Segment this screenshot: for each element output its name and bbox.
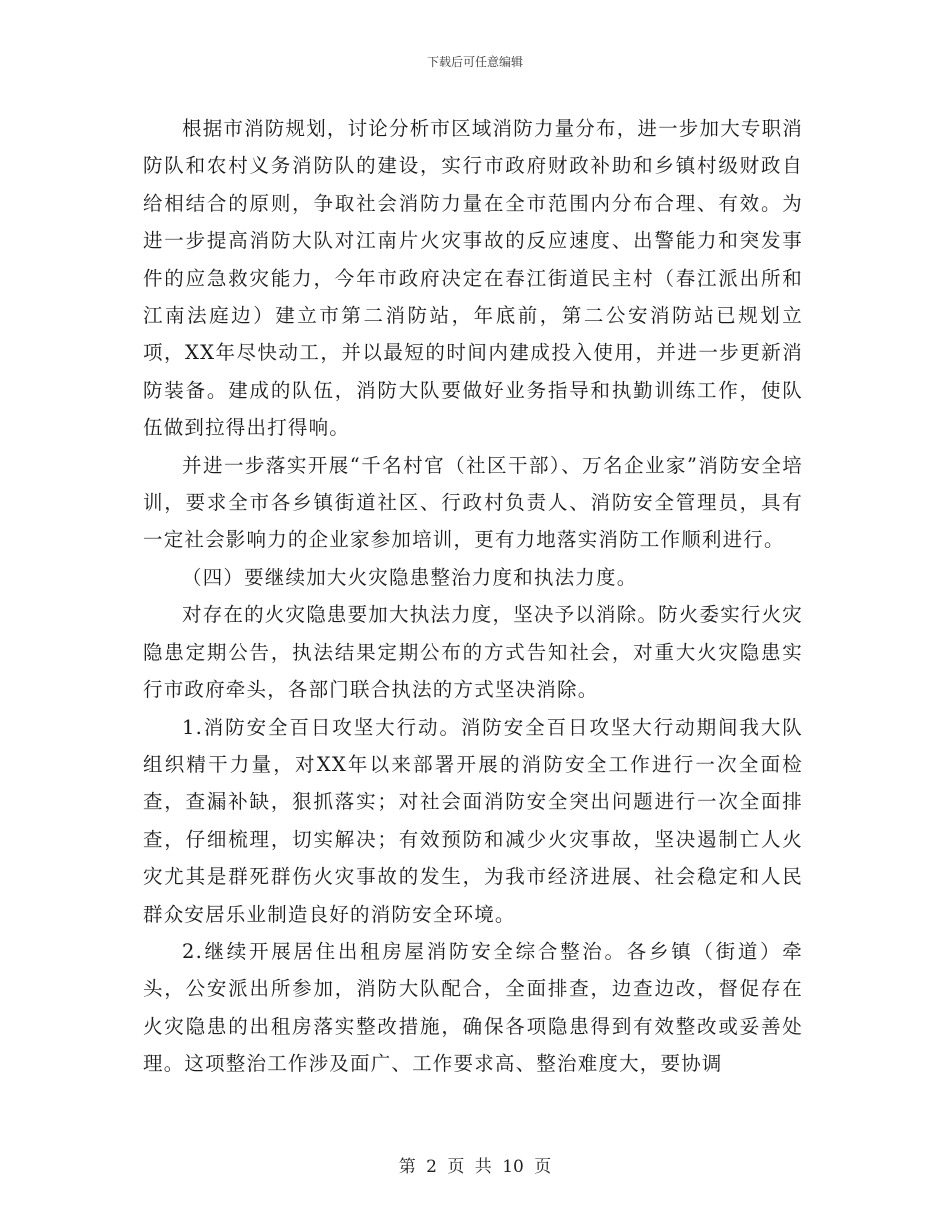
paragraph-item-1: 1.消防安全百日攻坚大行动。消防安全百日攻坚大行动期间我大队组织精干力量，对XX年以来部署开展的消防安全工作进行一次全面检查，查漏补缺，狠抓落实；对社会面消防安全突出问题进行一次全面排查，仔细梳理，切实解决；有效预防和减少火灾事故，坚决遏制亡人火灾尤其是群死群伤火灾事故的发生，为我市经济进展、社会稳定和人民群众安居乐业制造良好的消防安全环境。 <box>143 715 803 926</box>
section-heading-four: （四）要继续加大火灾隐患整治力度和执法力度。 <box>182 565 638 589</box>
paragraph-safety-training: 并进一步落实开展“千名村官（社区干部）、万名企业家”消防安全培训，要求全市各乡镇街道社区、行政村负责人、消防安全管理员，具有一定社会影响力的企业家参加培训，更有力地落实消防工作顺利进行。 <box>143 453 803 552</box>
paragraph-hazard-enforcement: 对存在的火灾隐患要加大执法力度，坚决予以消除。防火委实行火灾隐患定期公告，执法结果定期公布的方式告知社会，对重大火灾隐患实行市政府牵头，各部门联合执法的方式坚决消除。 <box>143 603 804 702</box>
page-number: 第 2 页 共 10 页 <box>398 1157 552 1177</box>
paragraph-fire-planning: 根据市消防规划，讨论分析市区域消防力量分布，进一步加大专职消防队和农村义务消防队的建设，实行市政府财政补助和乡镇村级财政自给相结合的原则，争取社会消防力量在全市范围内分布合理、有效。为进一步提高消防大队对江南片火灾事故的反应速度、出警能力和突发事件的应急救灾能力，今年市政府决定在春江街道民主村（春江派出所和江南法庭边）建立市第二消防站，年底前，第二公安消防站已规划立项，XX年尽快动工，并以最短的时间内建成投入使用，并进一步更新消防装备。建成的队伍，消防大队要做好业务指导和执勤训练工作，使队伍做到拉得出打得响。 <box>143 117 804 440</box>
document-body <box>143 110 803 1083</box>
page-header-note: 下载后可任意编辑 <box>426 55 523 69</box>
paragraph-item-2: 2.继续开展居住出租房屋消防安全综合整治。各乡镇（街道）牵头，公安派出所参加，消防大队配合，全面排查，边查边改，督促存在火灾隐患的出租房落实整改措施，确保各项隐患得到有效整改或妥善处理。这项整治工作涉及面广、工作要求高、整治难度大，要协调 <box>143 939 803 1076</box>
